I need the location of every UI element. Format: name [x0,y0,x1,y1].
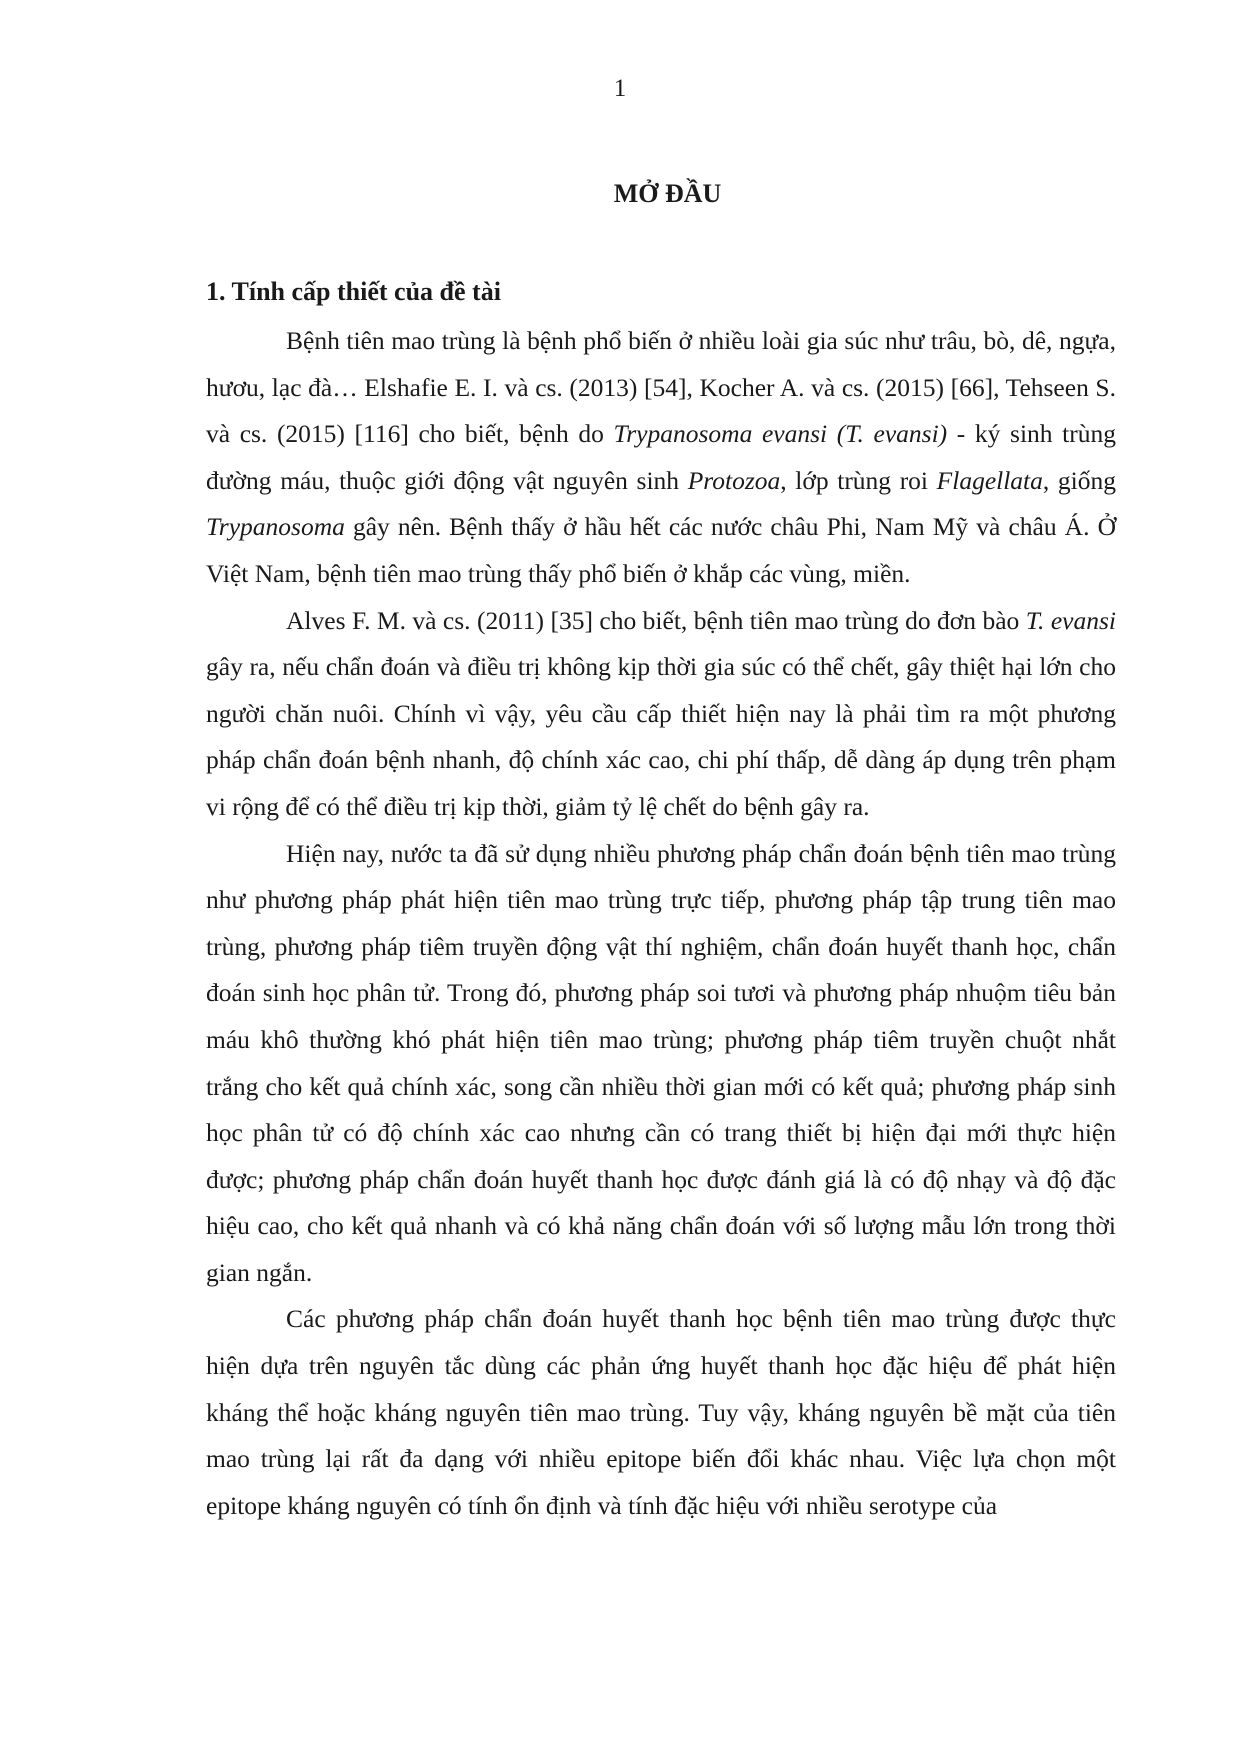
paragraph-1-italic-flagellata: Flagellata [936,465,1043,495]
paragraph-1-text-b: - ký sinh trùng đường máu, thuộc giới động vật nguyên sinh [206,419,1117,495]
paragraph-3: Hiện nay, nước ta đã sử dụng nhiều phương pháp chẩn đoán bệnh tiên mao trùng như phương pháp phát hiện tiên mao trùng trực tiếp, phương pháp tập trung tiên mao trùng, phương pháp tiêm truyền động vật thí nghiệm, chẩn đoán huyết thanh học, chẩn đoán sinh học phân tử. Trong đó, phương pháp soi tươi và phương pháp nhuộm tiêu bản máu khô thường khó phát hiện tiên mao trùng; phương pháp tiêm truyền chuột nhắt trắng cho kết quả chính xác, song cần nhiều thời gian mới có kết quả; phương pháp sinh học phân tử có độ chính xác cao nhưng cần có trang thiết bị hiện đại mới thực hiện được; phương pháp chẩn đoán huyết thanh học được đánh giá là có độ nhạy và độ đặc hiệu cao, cho kết quả nhanh và có khả năng chẩn đoán với số lượng mẫu lớn trong thời gian ngắn. [206,838,1116,1287]
body-text [206,318,1116,1529]
paragraph-2-text-a: Alves F. M. và cs. (2011) [35] cho biết, bệnh tiên mao trùng do đơn bào [286,605,1026,635]
paragraph-1-text-a: Bệnh tiên mao trùng là bệnh phổ biến ở nhiều loài gia súc như trâu, bò, dê, ngựa, hươu, lạc đà… Elshafie E. I. và cs. (2013) [54], Kocher A. và cs. (2015) [66], Tehseen S. và cs. (2015) [116] cho biết, bệnh do [206,326,1116,449]
paragraph-4: Các phương pháp chẩn đoán huyết thanh học bệnh tiên mao trùng được thực hiện dựa trên nguyên tắc dùng các phản ứng huyết thanh học đặc hiệu để phát hiện kháng thể hoặc kháng nguyên tiên mao trùng. Tuy vậy, kháng nguyên bề mặt của tiên mao trùng lại rất đa dạng với nhiều epitope biến đổi khác nhau. Việc lựa chọn một epitope kháng nguyên có tính ổn định và tính đặc hiệu với nhiều serotype của [206,1304,1116,1520]
chapter-title: MỞ ĐẦU [613,179,722,208]
paragraph-1-text-e: gây nên. Bệnh thấy ở hầu hết các nước châu Phi, Nam Mỹ và châu Á. Ở Việt Nam, bệnh tiên mao trùng thấy phổ biến ở khắp các vùng, miền. [206,512,1116,588]
paragraph-1-italic-protozoa: Protozoa [687,465,781,495]
section-heading: 1. Tính cấp thiết của đề tài [206,277,501,306]
paragraph-2-text-b: gây ra, nếu chẩn đoán và điều trị không kịp thời gia súc có thể chết, gây thiệt hại lớn cho người chăn nuôi. Chính vì vậy, yêu cầu cấp thiết hiện nay là phải tìm ra một phương pháp chẩn đoán bệnh nhanh, độ chính xác cao, chi phí thấp, dễ dàng áp dụng trên phạm vi rộng để có thể điều trị kịp thời, giảm tỷ lệ chết do bệnh gây ra. [206,652,1116,821]
paragraph-2-italic-species: T. evansi [1025,605,1117,635]
paragraph-2 [206,598,1116,831]
paragraph-1 [206,318,1116,598]
page-number: 1 [613,75,627,102]
paragraph-1-text-c: , lớp trùng roi [780,465,937,495]
paragraph-1-italic-genus: Trypanosoma [206,512,345,542]
paragraph-1-italic-species: Trypanosoma evansi (T. evansi) [613,419,948,449]
paragraph-1-text-d: , giống [1042,465,1116,495]
